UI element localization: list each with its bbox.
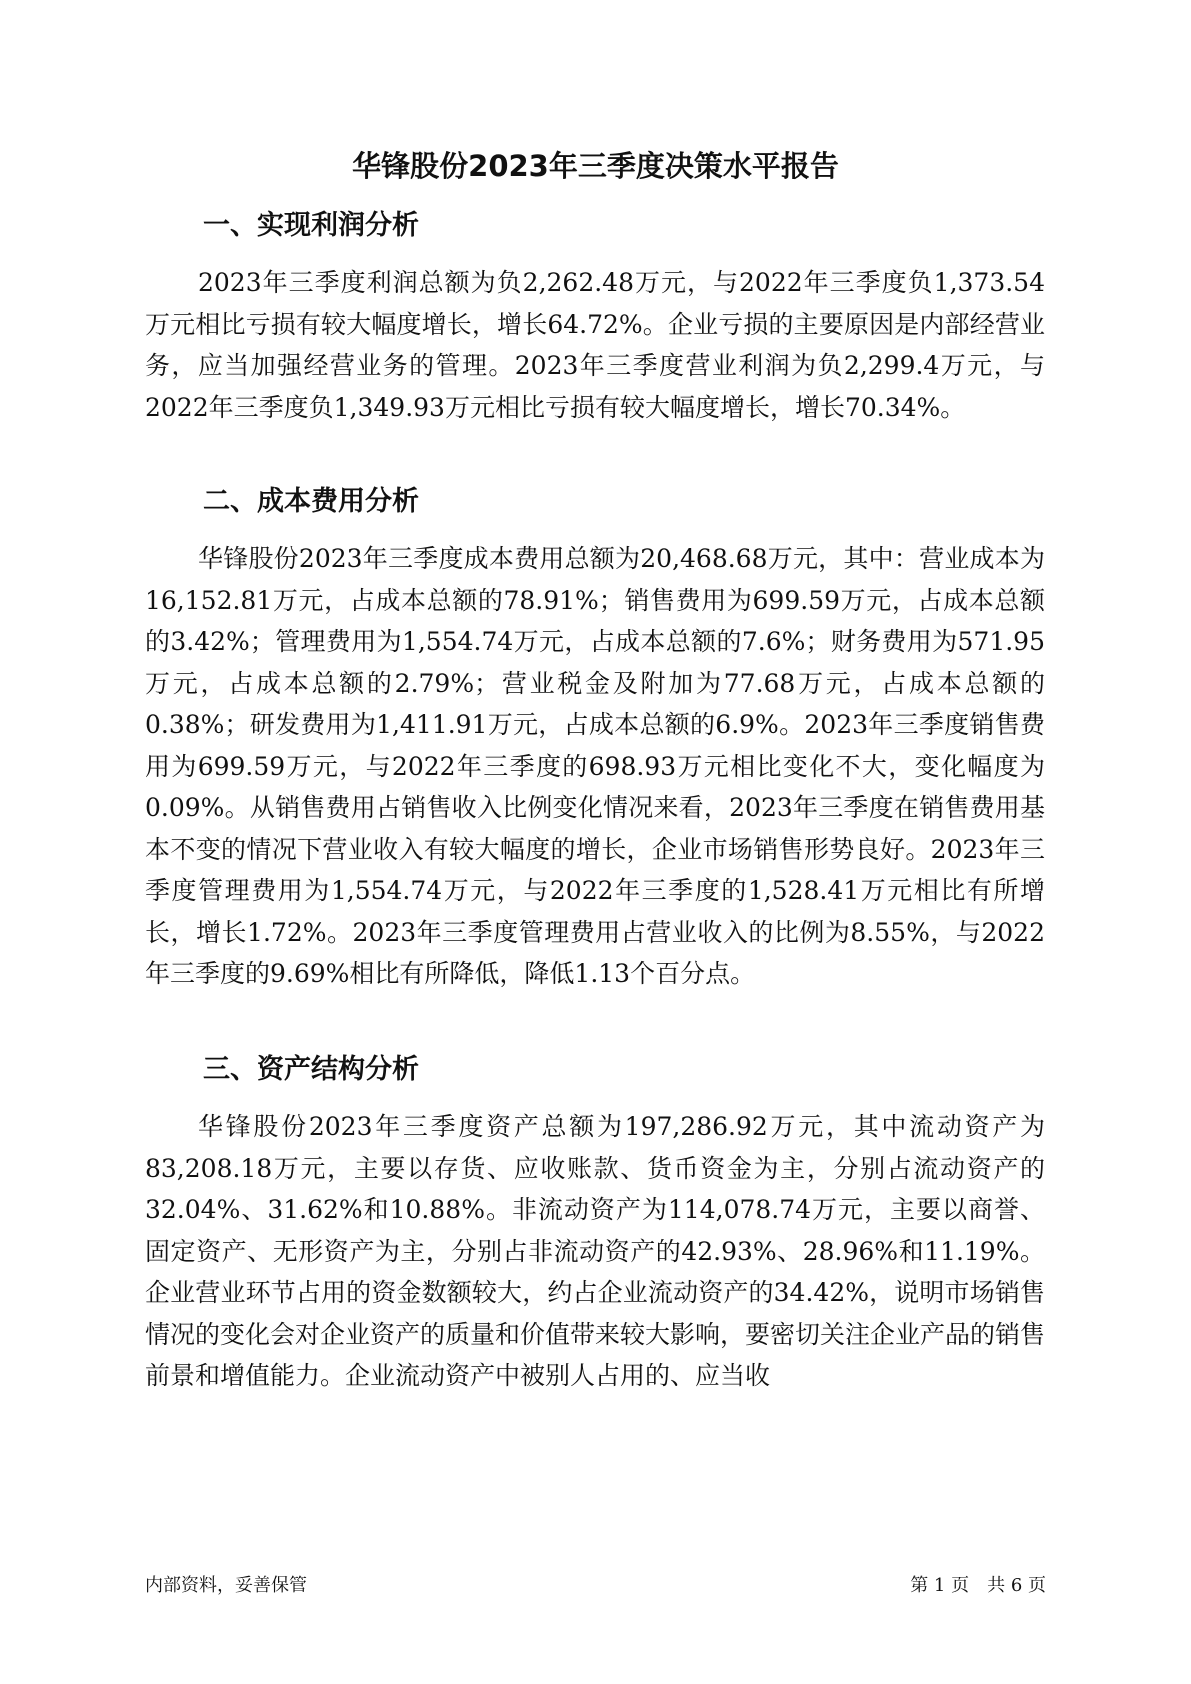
document-title: 华锋股份2023年三季度决策水平报告 [352, 149, 839, 183]
footer-page-number: 第 1 页 共 6 页 [910, 1575, 1046, 1596]
section-paragraph-cost: 华锋股份2023年三季度成本费用总额为20,468.68万元，其中：营业成本为16,152.81万元，占成本总额的78.91%；销售费用为699.59万元，占成本总额的3.42%；管理费用为1,554.74万元，占成本总额的7.6%；财务费用为571.95万元，占成本总额的2.79%；营业税金及附加为77.68万元，占成本总额的0.38%；研发费用为1,411.91万元，占成本总额的6.9%。2023年三季度销售费用为699.59万元，与2022年三季度的698.93万元相比变化不大，变化幅度为0.09%。从销售费用占销售收入比例变化情况来看，2023年三季度在销售费用基本不变的情况下营业收入有较大幅度的增长，企业市场销售形势良好。2023年三季度管理费用为1,554.74万元，与2022年三季度的1,528.41万元相比有所增长，增长1.72%。2023年三季度管理费用占营业收入的比例为8.55%，与2022年三季度的9.69%相比有所降低，降低1.13个百分点。 [145, 544, 1045, 988]
footer-confidential-note: 内部资料，妥善保管 [145, 1575, 307, 1596]
section-heading-cost: 二、成本费用分析 [203, 486, 419, 517]
section-paragraph-assets: 华锋股份2023年三季度资产总额为197,286.92万元，其中流动资产为83,208.18万元，主要以存货、应收账款、货币资金为主，分别占流动资产的32.04%、31.62%和10.88%。非流动资产为114,078.74万元，主要以商誉、固定资产、无形资产为主，分别占非流动资产的42.93%、28.96%和11.19%。企业营业环节占用的资金数额较大，约占企业流动资产的34.42%，说明市场销售情况的变化会对企业资产的质量和价值带来较大影响，要密切关注企业产品的销售前景和增值能力。企业流动资产中被别人占用的、应当收 [145, 1112, 1046, 1390]
section-paragraph-profit: 2023年三季度利润总额为负2,262.48万元，与2022年三季度负1,373.54万元相比亏损有较大幅度增长，增长64.72%。企业亏损的主要原因是内部经营业务，应当加强经营业务的管理。2023年三季度营业利润为负2,299.4万元，与2022年三季度负1,349.93万元相比亏损有较大幅度增长，增长70.34%。 [145, 268, 1045, 422]
section-heading-assets: 三、资产结构分析 [203, 1054, 419, 1085]
section-heading-profit: 一、实现利润分析 [203, 210, 419, 241]
